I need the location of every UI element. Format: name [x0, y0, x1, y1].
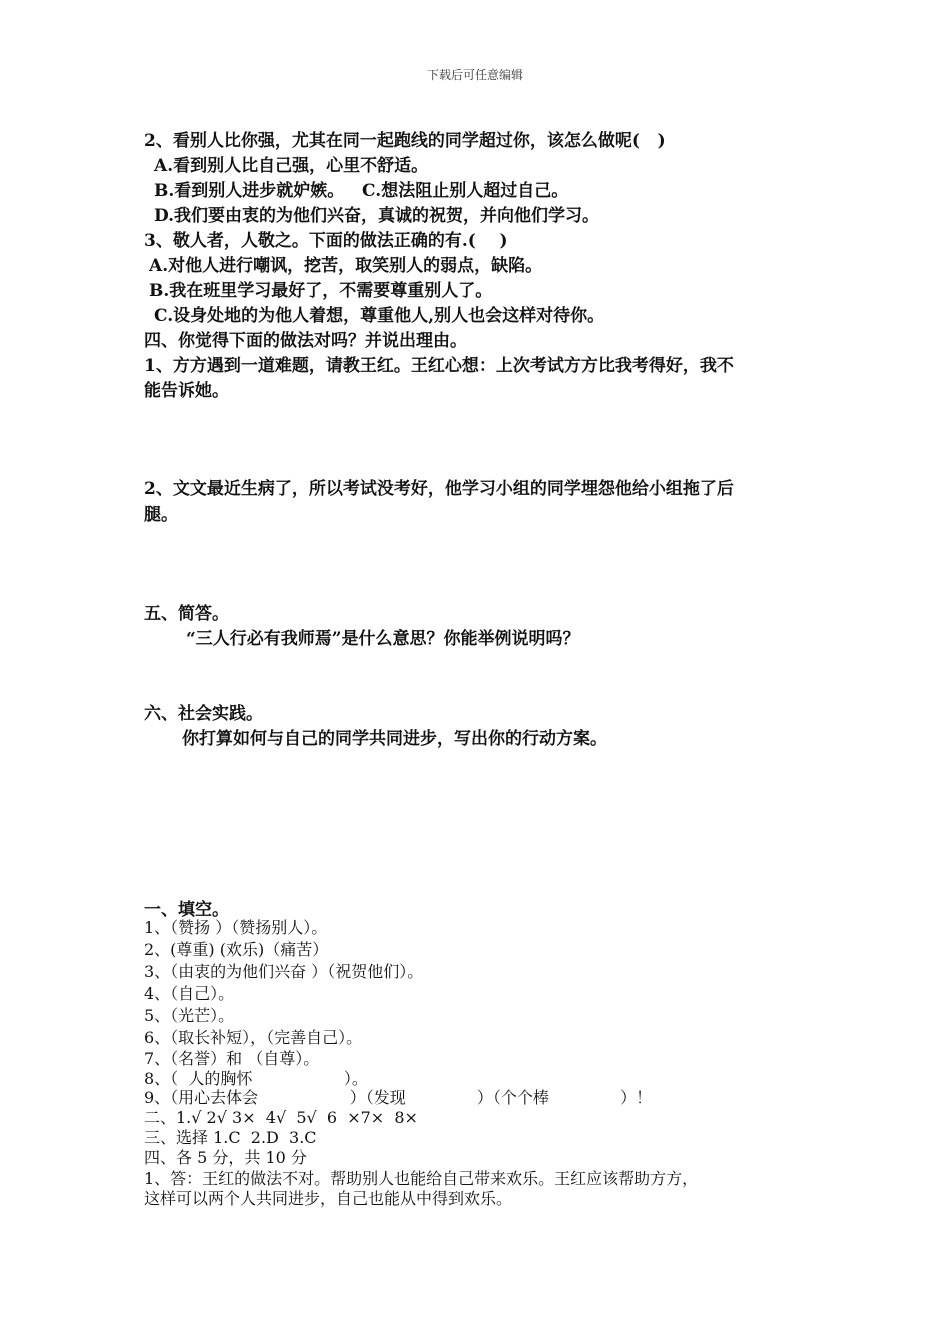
question-3: 3、敬人者，人敬之。下面的做法正确的有.( ): [144, 231, 508, 251]
section-6-question: 你打算如何与自己的同学共同进步，写出你的行动方案。: [182, 729, 607, 749]
section-4-item-2-line-1: 2、文文最近生病了，所以考试没考好，他学习小组的同学埋怨他给小组拖了后: [144, 479, 734, 499]
answer-1-6: 6、（取长补短），（完善自己）。: [144, 1028, 363, 1047]
answer-section-3: 三、选择 1.C 2.D 3.C: [144, 1128, 317, 1147]
section-4-item-2-line-2: 腿。: [144, 505, 178, 525]
section-6-title: 六、社会实践。: [144, 704, 263, 724]
section-5-question: “三人行必有我师焉”是什么意思？你能举例说明吗？: [186, 629, 580, 649]
section-4-title: 四、你觉得下面的做法对吗？并说出理由。: [144, 331, 467, 351]
answer-section-1-title: 一、填空。: [144, 900, 229, 920]
answer-1-2: 2、(尊重) (欢乐)（痛苦）: [144, 940, 329, 959]
question-3-option-b: B.我在班里学习最好了，不需要尊重别人了。: [149, 281, 493, 301]
question-2-option-d: D.我们要由衷的为他们兴奋，真诚的祝贺，并向他们学习。: [154, 206, 600, 226]
question-2: 2、看别人比你强，尤其在同一起跑线的同学超过你，该怎么做呢( ): [144, 131, 666, 151]
section-5-title: 五、简答。: [144, 604, 229, 624]
answer-1-5: 5、（光芒）。: [144, 1006, 235, 1025]
question-2-option-a: A.看到别人比自己强，心里不舒适。: [154, 156, 429, 176]
answer-1-1: 1、（赞扬 ）（赞扬别人）。: [144, 918, 328, 937]
answer-4-1-line-1: 1、答：王红的做法不对。帮助别人也能给自己带来欢乐。王红应该帮助方方，: [144, 1169, 699, 1188]
answer-section-4-title: 四、各 5 分，共 10 分: [144, 1148, 307, 1167]
section-4-item-1-line-1: 1、方方遇到一道难题，请教王红。王红心想：上次考试方方比我考得好，我不: [144, 356, 734, 376]
answer-section-2: 二、1.√ 2√ 3× 4√ 5√ 6 ×7× 8×: [144, 1108, 418, 1127]
question-2-option-b-c: B.看到别人进步就妒嫉。 C.想法阻止别人超过自己。: [154, 181, 569, 201]
answer-1-7: 7、（名誉）和 （自尊）。: [144, 1049, 320, 1068]
answer-1-9: 9、（用心去体会 ）（发现 ）（个个棒 ）！: [144, 1088, 653, 1107]
question-3-option-c: C.设身处地的为他人着想，尊重他人,别人也会这样对待你。: [154, 306, 605, 326]
answer-1-8: 8、（ 人的胸怀 ）。: [144, 1069, 368, 1088]
answer-1-3: 3、（由衷的为他们兴奋 ）（祝贺他们）。: [144, 962, 424, 981]
section-4-item-1-line-2: 能告诉她。: [144, 381, 229, 401]
answer-4-1-line-2: 这样可以两个人共同进步，自己也能从中得到欢乐。: [144, 1189, 513, 1208]
question-3-option-a: A.对他人进行嘲讽，挖苦，取笑别人的弱点，缺陷。: [149, 256, 543, 276]
page-header: 下载后可任意编辑: [426, 68, 523, 82]
answer-1-4: 4、（自己）。: [144, 984, 235, 1003]
